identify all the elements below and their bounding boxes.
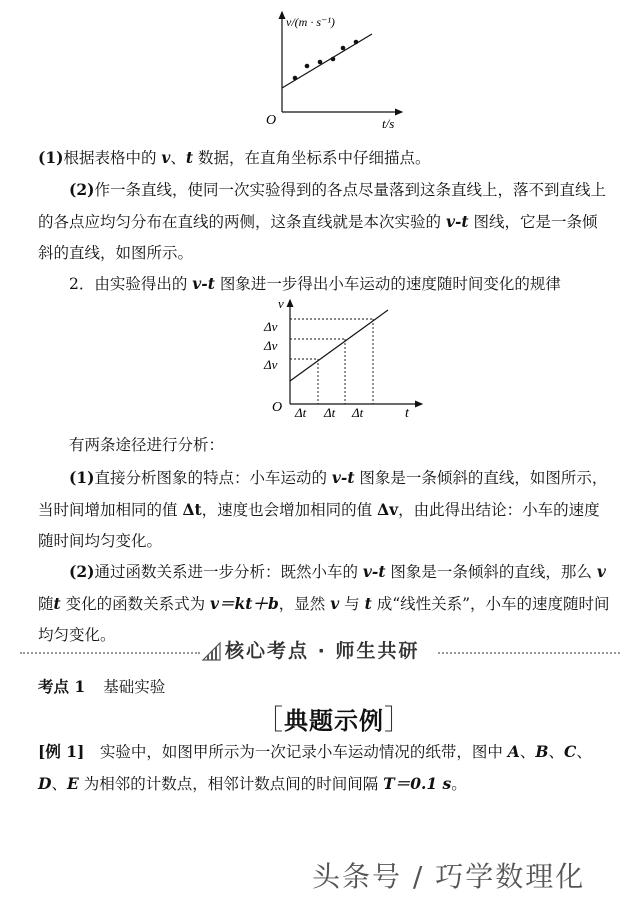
origin-label: O [272, 400, 283, 415]
data-point [318, 60, 323, 65]
banner-title: 核心考点 · 师生共研 [225, 640, 420, 662]
section-banner [20, 632, 620, 672]
chart-bars-icon [202, 640, 222, 662]
x-axis-label: t/s [382, 116, 395, 131]
y-axis-label: v/(m · s⁻¹) [286, 15, 335, 29]
dt-label: Δt [324, 405, 336, 420]
data-point [293, 76, 298, 81]
paragraph-function-analysis: (2)通过函数关系进一步分析：既然小车的 v-t 图象是一条倾斜的直线，那么 v 随t 变化的函数关系式为 v＝kt＋b，显然 v 与 t 成“线性关系”，小车的速度随时间均匀变化。 [38, 562, 610, 644]
dt-label: Δt [295, 405, 307, 420]
watermark: 头条号 / 巧学数理化 [312, 860, 586, 893]
section-title: ［典题示例］ [255, 703, 414, 736]
x-axis-label: t [405, 406, 409, 421]
data-point [341, 46, 346, 51]
velocity-increment-figure [262, 296, 432, 424]
heading-vt-analysis: 2．由实验得出的 v-t 图象进一步得出小车运动的速度随时间变化的规律 [69, 274, 561, 293]
dt-label: Δt [352, 405, 364, 420]
data-point [331, 57, 336, 62]
paragraph-plot-points: (1)根据表格中的 v、t 数据，在直角坐标系中仔细描点。 [38, 148, 431, 167]
paragraph-direct-analysis: (1)直接分析图象的特点：小车运动的 v-t 图象是一条倾斜的直线，如图所示，当时间增加相同的值 Δt，速度也会增加相同的值 Δv，由此得出结论：小车的速度随时间均匀变化。 [38, 468, 608, 550]
paragraph-two-ways: 有两条途径进行分析： [69, 436, 225, 454]
paragraph-draw-line: (2)作一条直线，使同一次实验得到的各点尽量落到这条直线上，落不到直线上的各点应均匀分布在直线的两侧，这条直线就是本次实验的 v-t 图线，它是一条倾斜的直线，如图所示。 [38, 180, 606, 262]
data-point [354, 40, 359, 45]
data-point [305, 64, 310, 69]
dv-label: Δv [264, 319, 278, 334]
kaodian-label: 考点 1 基础实验 [38, 677, 166, 696]
dv-label: Δv [264, 338, 278, 353]
origin-label: O [266, 113, 277, 128]
dv-label: Δv [264, 357, 278, 372]
y-axis-label: v [278, 296, 284, 311]
example-question: [例 1] 实验中，如图甲所示为一次记录小车运动情况的纸带，图中 A、B、C、D、E 为相邻的计数点，相邻计数点间的时间间隔 T＝0.1 s。 [38, 742, 592, 793]
velocity-time-scatter-figure [262, 4, 412, 134]
